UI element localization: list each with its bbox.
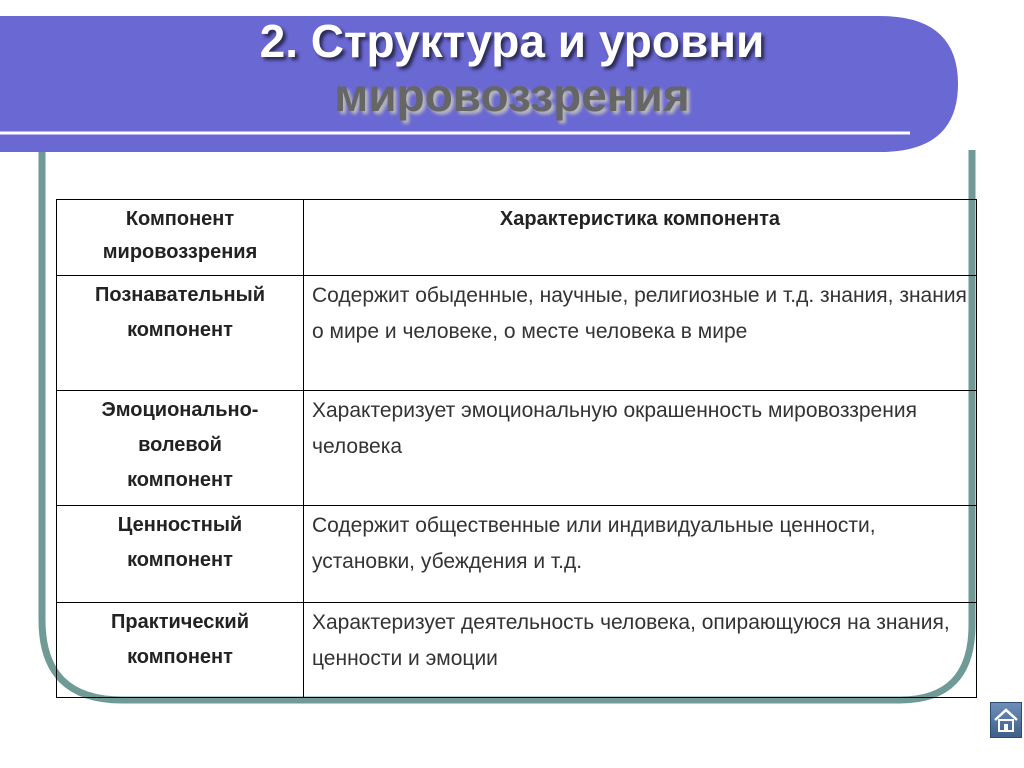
table-header-row [57, 200, 977, 276]
component-cell: Ценностный компонент [57, 506, 304, 603]
table-row [57, 391, 977, 506]
component-cell: Практический компонент [57, 603, 304, 698]
description-cell: Содержит общественные или индивидуальные ценности, установки, убеждения и т.д. [304, 506, 977, 603]
description-cell: Характеризует эмоциональную окрашенность мировоззрения человека [304, 391, 977, 506]
home-icon [991, 703, 1021, 737]
component-cell: Познавательный компонент [57, 276, 304, 391]
description-cell: Содержит обыденные, научные, религиозные и т.д. знания, знания о мире и человеке, о месте человека в мире [304, 276, 977, 391]
home-nav-button[interactable] [990, 702, 1022, 738]
component-cell: Эмоционально-волевой компонент [57, 391, 304, 506]
slide-title [0, 14, 1024, 122]
header-characteristic: Характеристика компонента [304, 200, 977, 276]
table-row [57, 276, 977, 391]
title-line-2: мировоззрения [334, 69, 690, 121]
header-component: Компонент мировоззрения [57, 200, 304, 276]
description-cell: Характеризует деятельность человека, опирающуюся на знания, ценности и эмоции [304, 603, 977, 698]
table-row [57, 506, 977, 603]
table-row [57, 603, 977, 698]
title-line-1: 2. Структура и уровни [259, 15, 765, 67]
components-table [56, 199, 977, 698]
